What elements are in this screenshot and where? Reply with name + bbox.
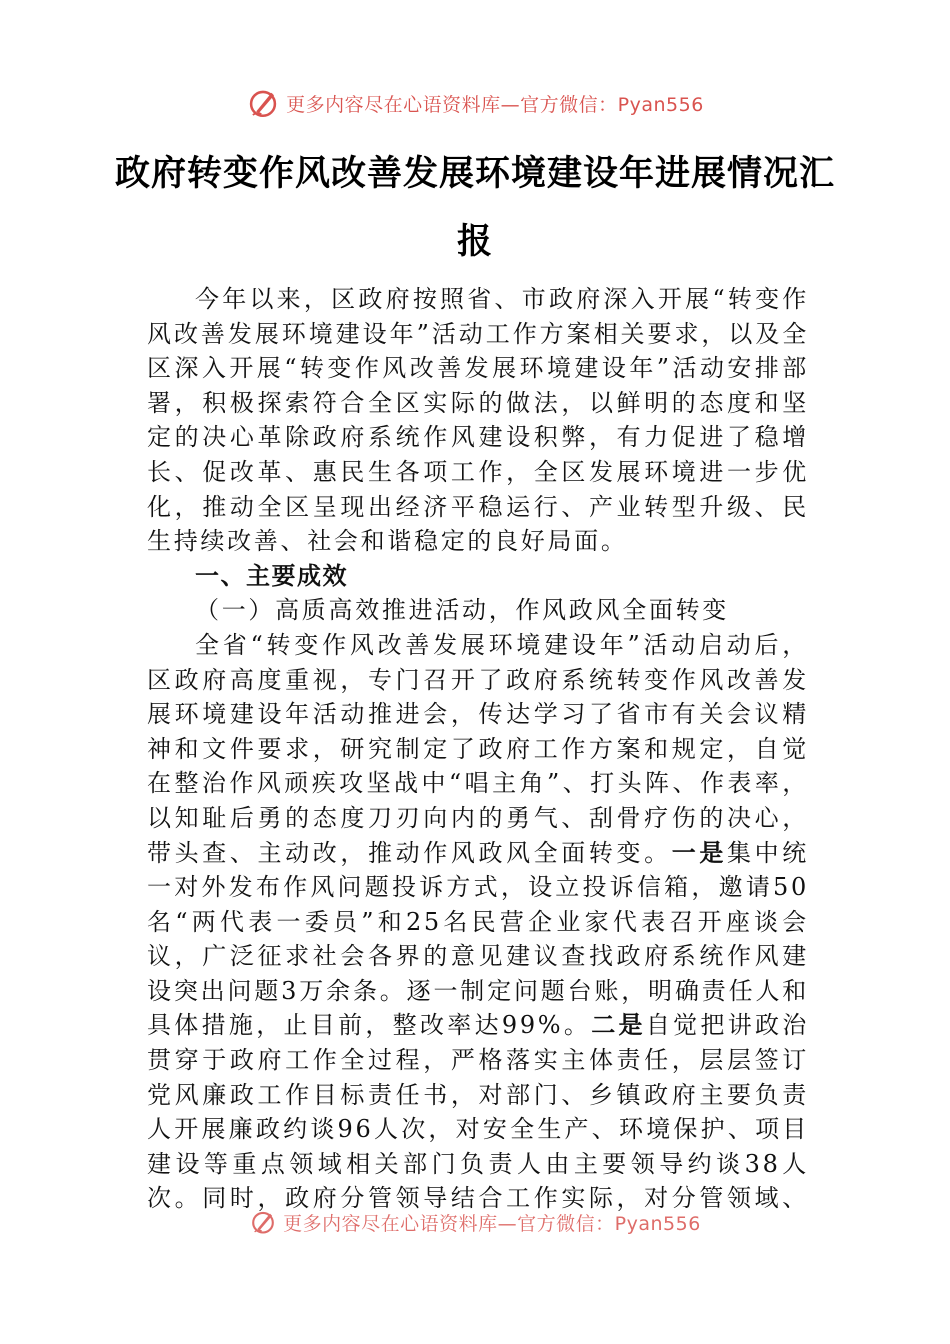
paragraph-text: 集中统一对外发布作风问题投诉方式，设立投诉信箱，邀请50名“两代表一委员”和25名民营企业家代表召开座谈会议，广泛征求社会各界的意见建议查找政府系统作风建设突出问题3万余条。逐一制定问题台账，明确责任人和具体措施，止目前，整改率达99%。 <box>147 838 809 1040</box>
document-body <box>147 282 809 1212</box>
watermark-text: 更多内容尽在心语资料库—官方微信：Pyan556 <box>283 1212 701 1235</box>
intro-paragraph: 今年以来，区政府按照省、市政府深入开展“转变作风改善发展环境建设年”活动工作方案相关要求，以及全区深入开展“转变作风改善发展环境建设年”活动安排部署，积极探索符合全区实际的做法，以鲜明的态度和坚定的决心革除政府系统作风建设积弊，有力促进了稳增长、促改革、惠民生各项工作，全区发展环境进一步优化，推动全区呈现出经济平稳运行、产业转型升级、民生持续改善、社会和谐稳定的良好局面。 <box>147 285 809 556</box>
body-paragraph <box>147 628 809 1212</box>
section-heading: 一、主要成效 <box>195 561 348 590</box>
quill-seal-icon <box>249 1208 277 1236</box>
paragraph-text: 自觉把讲政治贯穿于政府工作全过程，严格落实主体责任，层层签订党风廉政工作目标责任书，对部门、乡镇政府主要负责人开展廉政约谈96人次，对安全生产、环境保护、项目建设等重点领域相关部门负责人由主要领导约谈38人次。同时，政府分管领导结合工作实际，对分管领域、 <box>147 1011 809 1212</box>
paragraph-text: 全省“转变作风改善发展环境建设年”活动启动后，区政府高度重视，专门召开了政府系统转变作风改善发展环境建设年活动推进会，传达学习了省市有关会议精神和文件要求，研究制定了政府工作方案和规定，自觉在整治作风顽疾攻坚战中“唱主角”、打头阵、作表率，以知耻后勇的态度刀刃向内的勇气、刮骨疗伤的决心，带头查、主动改，推动作风政风全面转变。 <box>147 630 809 867</box>
document-title: 政府转变作风改善发展环境建设年进展情况汇报 <box>114 153 835 262</box>
watermark-footer <box>0 1208 950 1236</box>
point-marker: 二是 <box>591 1011 646 1040</box>
watermark-text: 更多内容尽在心语资料库—官方微信：Pyan556 <box>286 93 704 116</box>
point-marker: 一是 <box>671 838 728 867</box>
subsection-heading: （一）高质高效推进活动，作风政风全面转变 <box>195 596 729 625</box>
